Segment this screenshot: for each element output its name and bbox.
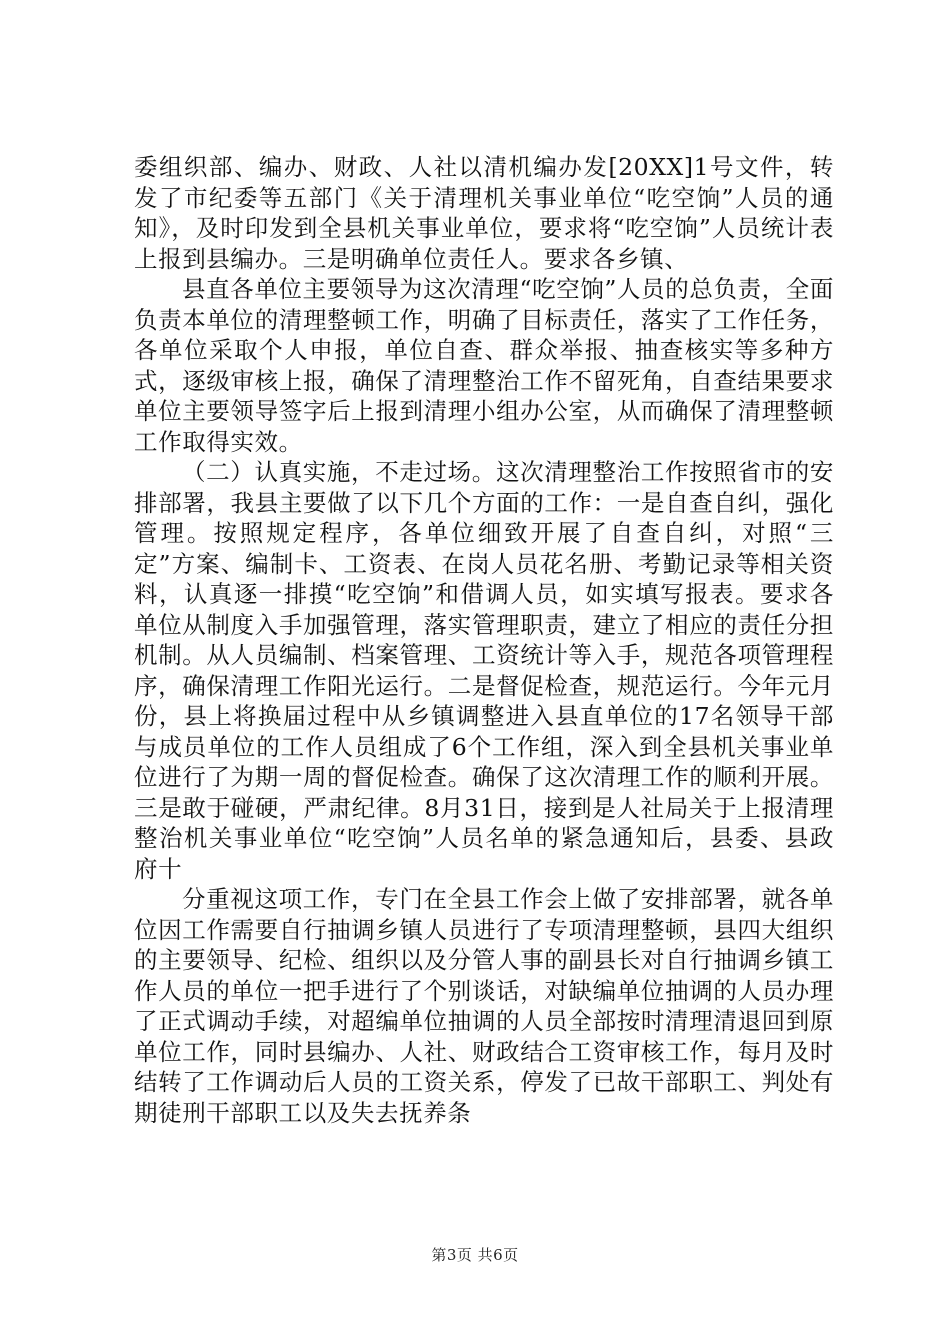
page-footer: 第3页 共6页: [431, 1246, 519, 1264]
document-body: [134, 152, 834, 1128]
paragraph-3: （二）认真实施，不走过场。这次清理整治工作按照省市的安排部署，我县主要做了以下几个方面的工作：一是自查自纠，强化管理。按照规定程序，各单位细致开展了自查自纠，对照“三定”方案、编制卡、工资表、在岗人员花名册、考勤记录等相关资料，认真逐一排摸“吃空饷”和借调人员，如实填写报表。要求各单位从制度入手加强管理，落实管理职责，建立了相应的责任分担机制。从人员编制、档案管理、工资统计等入手，规范各项管理程序，确保清理工作阳光运行。二是督促检查，规范运行。今年元月份，县上将换届过程中从乡镇调整进入县直单位的17名领导干部与成员单位的工作人员组成了6个工作组，深入到全县机关事业单位进行了为期一周的督促检查。确保了这次清理工作的顺利开展。三是敢于碰硬，严肃纪律。8月31日，接到是人社局关于上报清理整治机关事业单位“吃空饷”人员名单的紧急通知后，县委、县政府十: [134, 458, 834, 883]
paragraph-2: 县直各单位主要领导为这次清理“吃空饷”人员的总负责，全面负责本单位的清理整顿工作，明确了目标责任，落实了工作任务，各单位采取个人申报，单位自查、群众举报、抽查核实等多种方式，逐级审核上报，确保了清理整治工作不留死角，自查结果要求单位主要领导签字后上报到清理小组办公室，从而确保了清理整顿工作取得实效。: [134, 275, 834, 456]
paragraph-4: 分重视这项工作，专门在全县工作会上做了安排部署，就各单位因工作需要自行抽调乡镇人员进行了专项清理整顿，县四大组织的主要领导、纪检、组织以及分管人事的副县长对自行抽调乡镇工作人员的单位一把手进行了个别谈话，对缺编单位抽调的人员办理了正式调动手续，对超编单位抽调的人员全部按时清理清退回到原单位工作，同时县编办、人社、财政结合工资审核工作，每月及时结转了工作调动后人员的工资关系，停发了已故干部职工、判处有期徒刑干部职工以及失去抚养条: [134, 885, 834, 1127]
paragraph-1: 委组织部、编办、财政、人社以清机编办发[20XX]1号文件，转发了市纪委等五部门《关于清理机关事业单位“吃空饷”人员的通知》，及时印发到全县机关事业单位，要求将“吃空饷”人员统计表上报到县编办。三是明确单位责任人。要求各乡镇、: [134, 153, 834, 273]
